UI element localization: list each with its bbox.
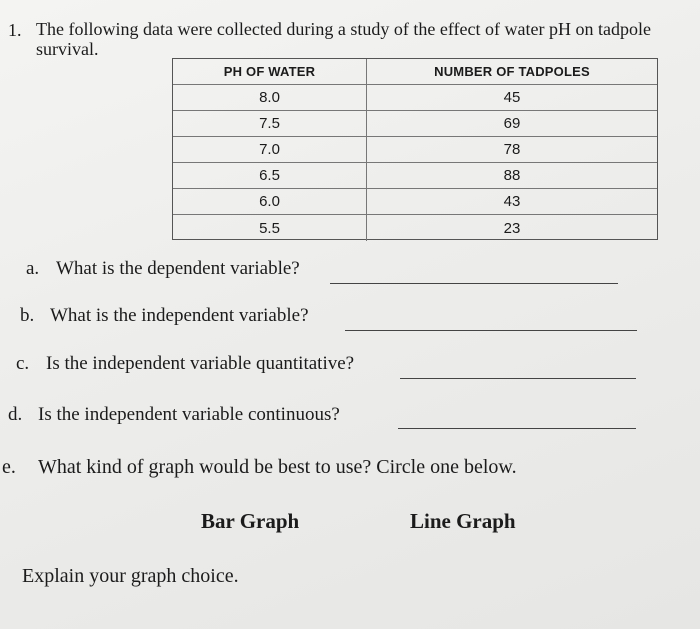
choice-bar-graph[interactable]: Bar Graph — [201, 509, 300, 533]
subquestion-text: What is the dependent variable? — [56, 258, 300, 279]
answer-blank-d[interactable] — [398, 428, 636, 429]
subquestion-d — [8, 404, 340, 426]
subquestion-text: What is the independent variable? — [50, 305, 309, 326]
ph-cell: 8.0 — [173, 85, 367, 110]
question-number: 1. — [8, 20, 22, 40]
data-table — [172, 58, 658, 240]
tadpole-cell: 69 — [503, 115, 521, 132]
subquestion-letter: d. — [8, 404, 23, 425]
subquestion-b — [20, 305, 309, 327]
explain-prompt: Explain your graph choice. — [22, 565, 239, 587]
ph-cell: 7.0 — [173, 137, 367, 162]
subquestion-letter: c. — [16, 353, 30, 374]
tadpole-cell: 45 — [503, 89, 521, 106]
subquestion-text: Is the independent variable continuous? — [38, 404, 340, 425]
choice-line-graph[interactable]: Line Graph — [410, 509, 516, 533]
table-row — [173, 137, 657, 163]
subquestion-e — [2, 456, 517, 479]
subquestion-a — [26, 258, 300, 280]
table-row — [173, 163, 657, 189]
subquestion-letter: e. — [2, 456, 16, 478]
header-tadpoles: NUMBER OF TADPOLES — [434, 64, 590, 79]
tadpole-cell: 78 — [503, 141, 521, 158]
ph-cell: 7.5 — [173, 111, 367, 136]
tadpole-cell: 43 — [503, 193, 521, 210]
subquestion-c — [16, 353, 354, 375]
ph-cell: 6.0 — [173, 189, 367, 214]
subquestion-letter: a. — [26, 258, 40, 279]
table-row — [173, 215, 657, 241]
subquestion-letter: b. — [20, 305, 35, 326]
answer-blank-b[interactable] — [345, 330, 637, 331]
table-header-row — [173, 59, 657, 85]
header-ph: PH OF WATER — [173, 59, 367, 84]
tadpole-cell: 88 — [503, 167, 521, 184]
table-row — [173, 189, 657, 215]
subquestion-text: What kind of graph would be best to use? Circle one below. — [38, 456, 517, 478]
ph-cell: 5.5 — [173, 215, 367, 241]
subquestion-text: Is the independent variable quantitative? — [46, 353, 355, 374]
question-text: The following data were collected during a study of the effect of water pH on tadpole survival. — [36, 19, 651, 59]
answer-blank-a[interactable] — [330, 283, 618, 284]
answer-blank-c[interactable] — [400, 378, 636, 379]
table-row — [173, 85, 657, 111]
tadpole-cell: 23 — [503, 219, 521, 237]
table-row — [173, 111, 657, 137]
ph-cell: 6.5 — [173, 163, 367, 188]
